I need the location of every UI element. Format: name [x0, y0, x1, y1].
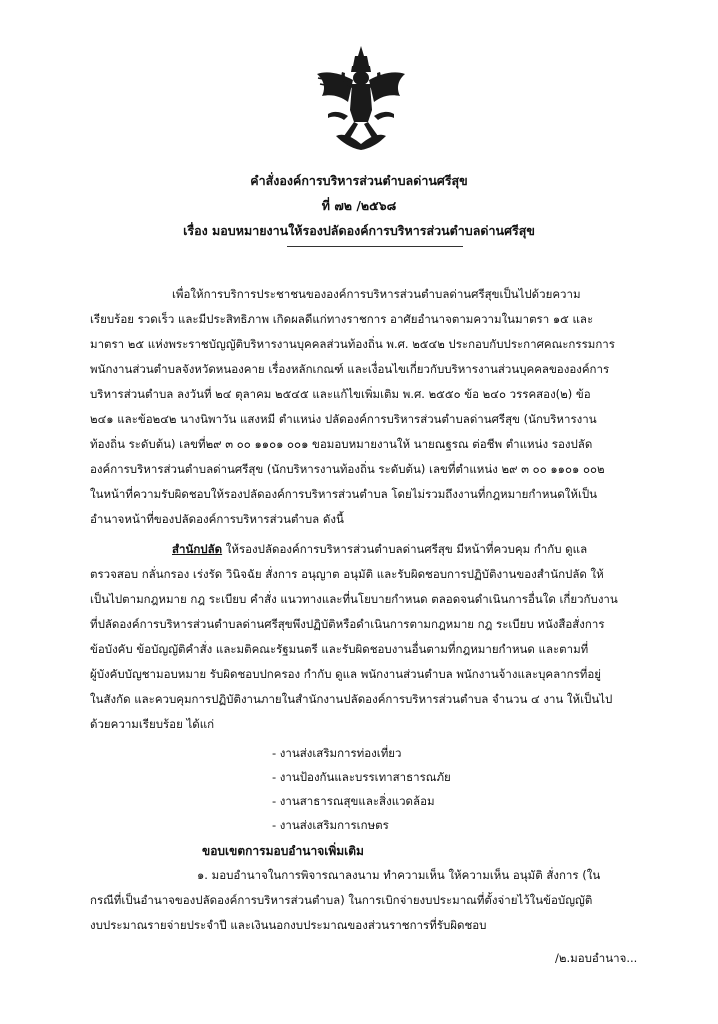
paragraph-line: พนักงานส่วนตำบลจังหวัดหนองคาย เรื่องหลักเกณฑ์ และเงื่อนไขเกี่ยวกับบริหารงานส่วนบุคคลขององค์การ — [90, 362, 610, 376]
section-office-heading: สำนักปลัด — [172, 542, 223, 556]
section-office-text: ให้รองปลัดองค์การบริหารส่วนตำบลด่านศรีสุข มีหน้าที่ควบคุม กำกับ ดูแล — [222, 542, 588, 556]
order-subject: เรื่อง มอบหมายงานให้รองปลัดองค์การบริหารส่วนตำบลด่านศรีสุข — [183, 223, 535, 238]
scope-item-line: ๑. มอบอำนาจในการพิจารณาลงนาม ทำความเห็น ให้ความเห็น อนุมัติ สั่งการ (ใน — [197, 868, 601, 882]
paragraph-line: ๒๔๑ และข้อ๒๔๒ นางนิพาวัน แสงหมี ตำแหน่ง ปลัดองค์การบริหารส่วนตำบลด่านศรีสุข (นักบริหารงาน — [90, 412, 597, 426]
order-title: คำสั่งองค์การบริหารส่วนตำบลด่านศรีสุข — [250, 173, 468, 188]
paragraph-line: ผู้บังคับบัญชามอบหมาย รับผิดชอบปกครอง กำกับ ดูแล พนักงานส่วนตำบล พนักงานจ้างและบุคลากรที่อยู่ — [90, 667, 601, 681]
paragraph-line: ในหน้าที่ความรับผิดชอบให้รองปลัดองค์การบริหารส่วนตำบล โดยไม่รวมถึงงานที่กฎหมายกำหนดให้เป็น — [90, 487, 598, 501]
continued-marker: /๒.มอบอำนาจ... — [555, 951, 638, 965]
scope-item-line: กรณีที่เป็นอำนาจของปลัดองค์การบริหารส่วนตำบล) ในการเบิกจ่ายงบประมาณที่ตั้งจ่ายไว้ในข้อบัญญัติ — [90, 893, 593, 907]
paragraph-line: เป็นไปตามกฎหมาย กฎ ระเบียบ คำสั่ง แนวทางและที่นโยบายกำหนด ตลอดจนดำเนินการอื่นใด เกี่ยวกับงาน — [90, 592, 618, 606]
task-item: - งานส่งเสริมการเกษตร — [272, 818, 389, 832]
paragraph-line: องค์การบริหารส่วนตำบลด่านศรีสุข (นักบริหารงานท้องถิ่น ระดับต้น) เลขที่ตำแหน่ง ๒๙ ๓ ๐๐ ๑๑๐๑ ๐๐๒ — [90, 462, 605, 476]
garuda-emblem-icon — [314, 44, 408, 152]
paragraph-line: ข้อบังคับ ข้อบัญญัติคำสั่ง และมติคณะรัฐมนตรี และรับผิดชอบงานอื่นตามที่กฎหมายกำหนด และตามที่ — [90, 642, 589, 656]
paragraph-line: เรียบร้อย รวดเร็ว และมีประสิทธิภาพ เกิดผลดีแก่ทางราชการ อาศัยอำนาจตามความในมาตรา ๑๕ และ — [90, 312, 594, 326]
title-divider — [287, 246, 463, 247]
paragraph-line: เพื่อให้การบริการประชาชนขององค์การบริหารส่วนตำบลด่านศรีสุขเป็นไปด้วยความ — [172, 287, 581, 301]
scope-heading: ขอบเขตการมอบอำนาจเพิ่มเติม — [202, 844, 364, 858]
paragraph-line: ในสังกัด และควบคุมการปฏิบัติงานภายในสำนักงานปลัดองค์การบริหารส่วนตำบล จำนวน ๔ งาน ให้เป็นไป — [90, 692, 613, 706]
task-item: - งานป้องกันและบรรเทาสาธารณภัย — [272, 770, 451, 784]
paragraph-line: ที่ปลัดองค์การบริหารส่วนตำบลด่านศรีสุขพึงปฏิบัติหรือดำเนินการตามกฎหมาย กฎ ระเบียบ หนังสือสั่งการ — [90, 617, 605, 631]
paragraph-line: ท้องถิ่น ระดับต้น) เลขที่๒๙ ๓ ๐๐ ๑๑๐๑ ๐๐๑ ขอมอบหมายงานให้ นายณฐรณ ต่อชีพ ตำแหน่ง รองปลัด — [90, 437, 593, 451]
paragraph-line: มาตรา ๒๕ แห่งพระราชบัญญัติบริหารงานบุคคลส่วนท้องถิ่น พ.ศ. ๒๕๔๒ ประกอบกับประกาศคณะกรรมการ — [90, 337, 615, 351]
paragraph-line: อำนาจหน้าที่ของปลัดองค์การบริหารส่วนตำบล ดังนี้ — [90, 512, 344, 526]
task-item: - งานสาธารณสุขและสิ่งแวดล้อม — [272, 794, 435, 808]
scope-item-line: งบประมาณรายจ่ายประจำปี และเงินนอกงบประมาณของส่วนราชการที่รับผิดชอบ — [90, 918, 487, 932]
section-office-line — [172, 540, 587, 558]
paragraph-line: บริหารส่วนตำบล ลงวันที่ ๒๔ ตุลาคม ๒๕๔๕ และแก้ไขเพิ่มเติม พ.ศ. ๒๕๕๐ ข้อ ๒๔๐ วรรคสอง(๒) ข้อ — [90, 387, 591, 401]
order-number: ที่ ๗๒ /๒๕๖๘ — [321, 198, 397, 213]
task-item: - งานส่งเสริมการท่องเที่ยว — [272, 746, 402, 760]
paragraph-line: ตรวจสอบ กลั่นกรอง เร่งรัด วินิจฉัย สั่งการ อนุญาต อนุมัติ และรับผิดชอบการปฏิบัติงานของสำนักปลัด ให้ — [90, 567, 604, 581]
paragraph-line: ด้วยความเรียบร้อย ได้แก่ — [90, 717, 215, 731]
